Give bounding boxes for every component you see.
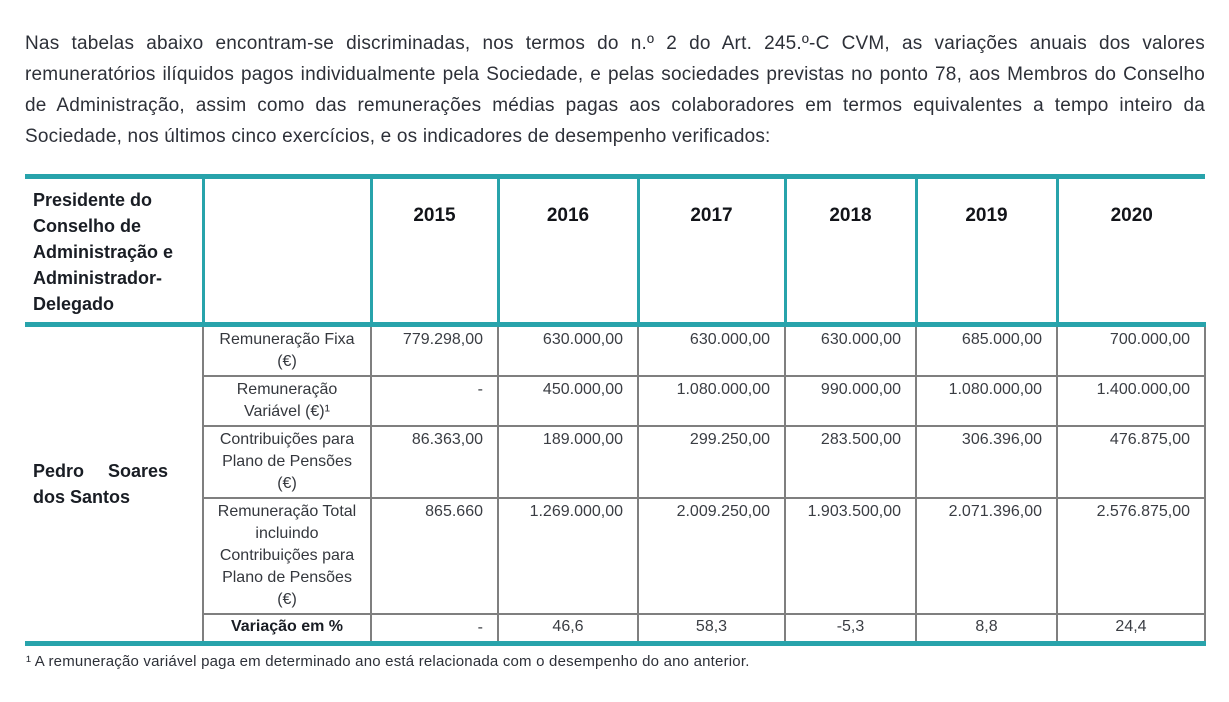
value-cell: 450.000,00 bbox=[498, 376, 638, 426]
remuneration-table bbox=[25, 174, 1206, 646]
value-cell: 685.000,00 bbox=[916, 325, 1057, 377]
value-cell: 1.400.000,00 bbox=[1057, 376, 1205, 426]
value-cell: 2.576.875,00 bbox=[1057, 498, 1205, 614]
value-cell: 86.363,00 bbox=[371, 426, 498, 498]
year-header-2018: 2018 bbox=[785, 177, 916, 325]
value-cell: 1.903.500,00 bbox=[785, 498, 916, 614]
value-cell: 1.269.000,00 bbox=[498, 498, 638, 614]
value-cell: 630.000,00 bbox=[638, 325, 785, 377]
footnote: ¹ A remuneração variável paga em determinado ano está relacionada com o desempenho do ano anterior. bbox=[26, 653, 750, 670]
value-cell: 2.071.396,00 bbox=[916, 498, 1057, 614]
value-cell: 58,3 bbox=[638, 614, 785, 644]
value-cell: 779.298,00 bbox=[371, 325, 498, 377]
year-header-2019: 2019 bbox=[916, 177, 1057, 325]
year-header-2015: 2015 bbox=[371, 177, 498, 325]
value-cell: 1.080.000,00 bbox=[638, 376, 785, 426]
value-cell: 865.660 bbox=[371, 498, 498, 614]
row-label: Variação em % bbox=[203, 614, 371, 644]
value-cell: 630.000,00 bbox=[785, 325, 916, 377]
row-label: Remuneração Fixa (€) bbox=[203, 325, 371, 377]
year-header-2020: 2020 bbox=[1057, 177, 1205, 325]
table-header-row bbox=[25, 177, 1205, 325]
value-cell: 700.000,00 bbox=[1057, 325, 1205, 377]
row-label: Remuneração Total incluindo Contribuições para Plano de Pensões (€) bbox=[203, 498, 371, 614]
table-row-fixed-remuneration bbox=[25, 325, 1205, 377]
value-cell: 299.250,00 bbox=[638, 426, 785, 498]
value-cell: - bbox=[371, 614, 498, 644]
value-cell: 990.000,00 bbox=[785, 376, 916, 426]
value-cell: 189.000,00 bbox=[498, 426, 638, 498]
year-header-2016: 2016 bbox=[498, 177, 638, 325]
value-cell: 2.009.250,00 bbox=[638, 498, 785, 614]
intro-paragraph: Nas tabelas abaixo encontram-se discriminadas, nos termos do n.º 2 do Art. 245.º-C CVM, as variações anuais dos valores remuneratórios ilíquidos pagos individualmente pela Sociedade, e pelas sociedades previstas no ponto 78, aos Membros do Conselho de Administração, assim como das remunerações médias pagas aos colaboradores em termos equivalentes a tempo inteiro da Sociedade, nos últimos cinco exercícios, e os indicadores de desempenho verificados: bbox=[25, 33, 1205, 147]
value-cell: 1.080.000,00 bbox=[916, 376, 1057, 426]
value-cell: -5,3 bbox=[785, 614, 916, 644]
value-cell: 476.875,00 bbox=[1057, 426, 1205, 498]
row-label: Contribuições para Plano de Pensões (€) bbox=[203, 426, 371, 498]
value-cell: 306.396,00 bbox=[916, 426, 1057, 498]
header-title: Presidente do Conselho de Administração e Administrador-Delegado bbox=[25, 177, 203, 325]
value-cell: 8,8 bbox=[916, 614, 1057, 644]
row-label: Remuneração Variável (€)¹ bbox=[203, 376, 371, 426]
member-name: Pedro Soares dos Santos bbox=[25, 325, 203, 644]
value-cell: 283.500,00 bbox=[785, 426, 916, 498]
value-cell: 46,6 bbox=[498, 614, 638, 644]
header-empty-cell bbox=[203, 177, 371, 325]
value-cell: 24,4 bbox=[1057, 614, 1205, 644]
value-cell: 630.000,00 bbox=[498, 325, 638, 377]
value-cell: - bbox=[371, 376, 498, 426]
year-header-2017: 2017 bbox=[638, 177, 785, 325]
